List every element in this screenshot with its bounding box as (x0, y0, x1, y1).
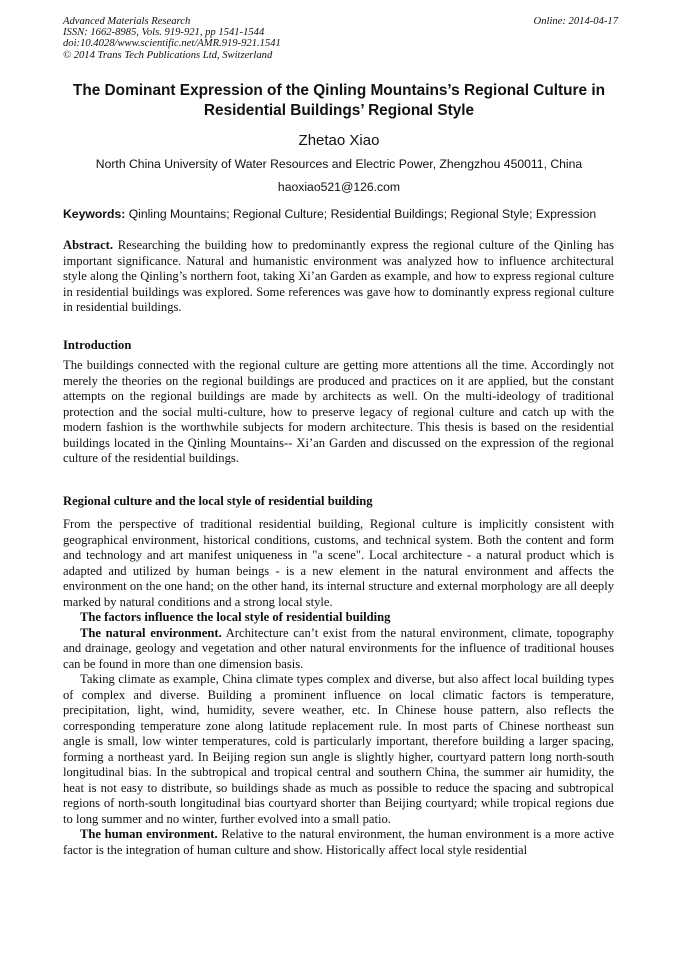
abstract-text: Researching the building how to predominantly express the regional culture of the Qinling has important significance. Natural and humanistic environment was analyzed how to influence architectural style along the Qinling’s northern foot, taking Xi’an Garden as example, and how to express regional culture in residential buildings was explored. Some references was gave how to dominantly express regional culture in residential buildings. (63, 238, 614, 314)
abstract-section (63, 238, 614, 316)
climate-paragraph: Taking climate as example, China climate types complex and diverse, but also affect local building types of complex and diverse. Building a prominent influence on local climatic factors is temperature, precipitation, light, wind, humidity, severe weather, etc. In Chinese house pattern, also reflects the corresponding temperature zone along latitude replacement rule. In most parts of Chinese northeast sun angle is small, low winter temperatures, cold is particularly important, therefore building a larger spacing, forming a northeast yard. In Beijing region sun angle is slightly higher, courtyard pattern long north-south longitudinal bias. In the subtropical and tropical central and southern China, the summer air humidity, the heat is not easy to distribute, so buildings shade as much as possible to reduce the spacing and subtropical regions of north-south longitudinal bias courtyard shorter than Beijing courtyard; while tropical regions due to long summer and no winter, further evolved into a small patio. (63, 672, 614, 826)
natural-environment-label: The natural environment. (80, 625, 222, 640)
human-environment-text: Relative to the natural environment, the human environment is a more active factor is the integration of human culture and show. Historically affect local style residential (63, 827, 614, 857)
paper-title: The Dominant Expression of the Qinling Mountains’s Regional Culture in Residential Buildings’ Regional Style (72, 82, 606, 119)
abstract-label: Abstract. (63, 238, 114, 252)
natural-environment-text: Architecture can’t exist from the natural environment, climate, topography and drainage, geology and vegetation and other natural environments for the influence of traditional houses can be found in more than one dimension basis. (63, 625, 614, 671)
copyright-line: © 2014 Trans Tech Publications Ltd, Switzerland (63, 49, 273, 61)
running-header (63, 16, 618, 61)
keywords-label: Keywords: (63, 207, 126, 221)
issn-line: ISSN: 1662-8985, Vols. 919-921, pp 1541-1544 (63, 27, 265, 39)
abstract-paragraph (63, 238, 614, 316)
keywords-text: Qinling Mountains; Regional Culture; Residential Buildings; Regional Style; Expression (125, 207, 597, 221)
author-name: Zhetao Xiao (298, 132, 380, 149)
introduction-section (63, 358, 614, 467)
human-environment-paragraph (63, 827, 614, 858)
doi-line: doi:10.4028/www.scientific.net/AMR.919-921.1541 (63, 38, 281, 50)
journal-name: Advanced Materials Research (63, 16, 191, 27)
author-email: haoxiao521@126.com (277, 180, 401, 194)
regional-paragraph-1: From the perspective of traditional residential building, Regional culture is implicitly consistent with geographical environment, historical conditions, customs, and technical system. Both the content and form and technology and art manifest uniqueness in "a scene". Local architecture - a natural product which is adapted and utilized by human beings - is a new element in the natural environment and affects the environment on the one hand; on the other hand, its internal structure and external morphology are all deeply marked by natural conditions and a strong local style. (63, 517, 614, 609)
factors-subheading: The factors influence the local style of residential building (80, 610, 391, 624)
introduction-heading: Introduction (63, 338, 132, 352)
keywords-line (63, 207, 623, 222)
regional-culture-section (63, 517, 614, 858)
introduction-paragraph: The buildings connected with the regional culture are getting more attentions all the time. Accordingly not merely the theories on the regional buildings are produced and practices on it are applied, but the constant attempts on the regional buildings are made by architects as well. On the multi-ideology of traditional protection and the social multi-culture, how to preserve legacy of regional culture and catch up with the modern fashion is the worthwhile subjects for modern architecture. This thesis is based on the residential buildings located in the Qinling Mountains-- Xi’an Garden and discussed on the expression of the regional culture of the residential buildings. (63, 358, 614, 465)
author-affiliation: North China University of Water Resources and Electric Power, Zhengzhou 450011, China (95, 157, 583, 171)
human-environment-label: The human environment. (80, 827, 218, 841)
regional-culture-heading: Regional culture and the local style of residential building (63, 494, 373, 508)
natural-environment-paragraph (63, 626, 614, 673)
online-date: Online: 2014-04-17 (533, 16, 618, 27)
